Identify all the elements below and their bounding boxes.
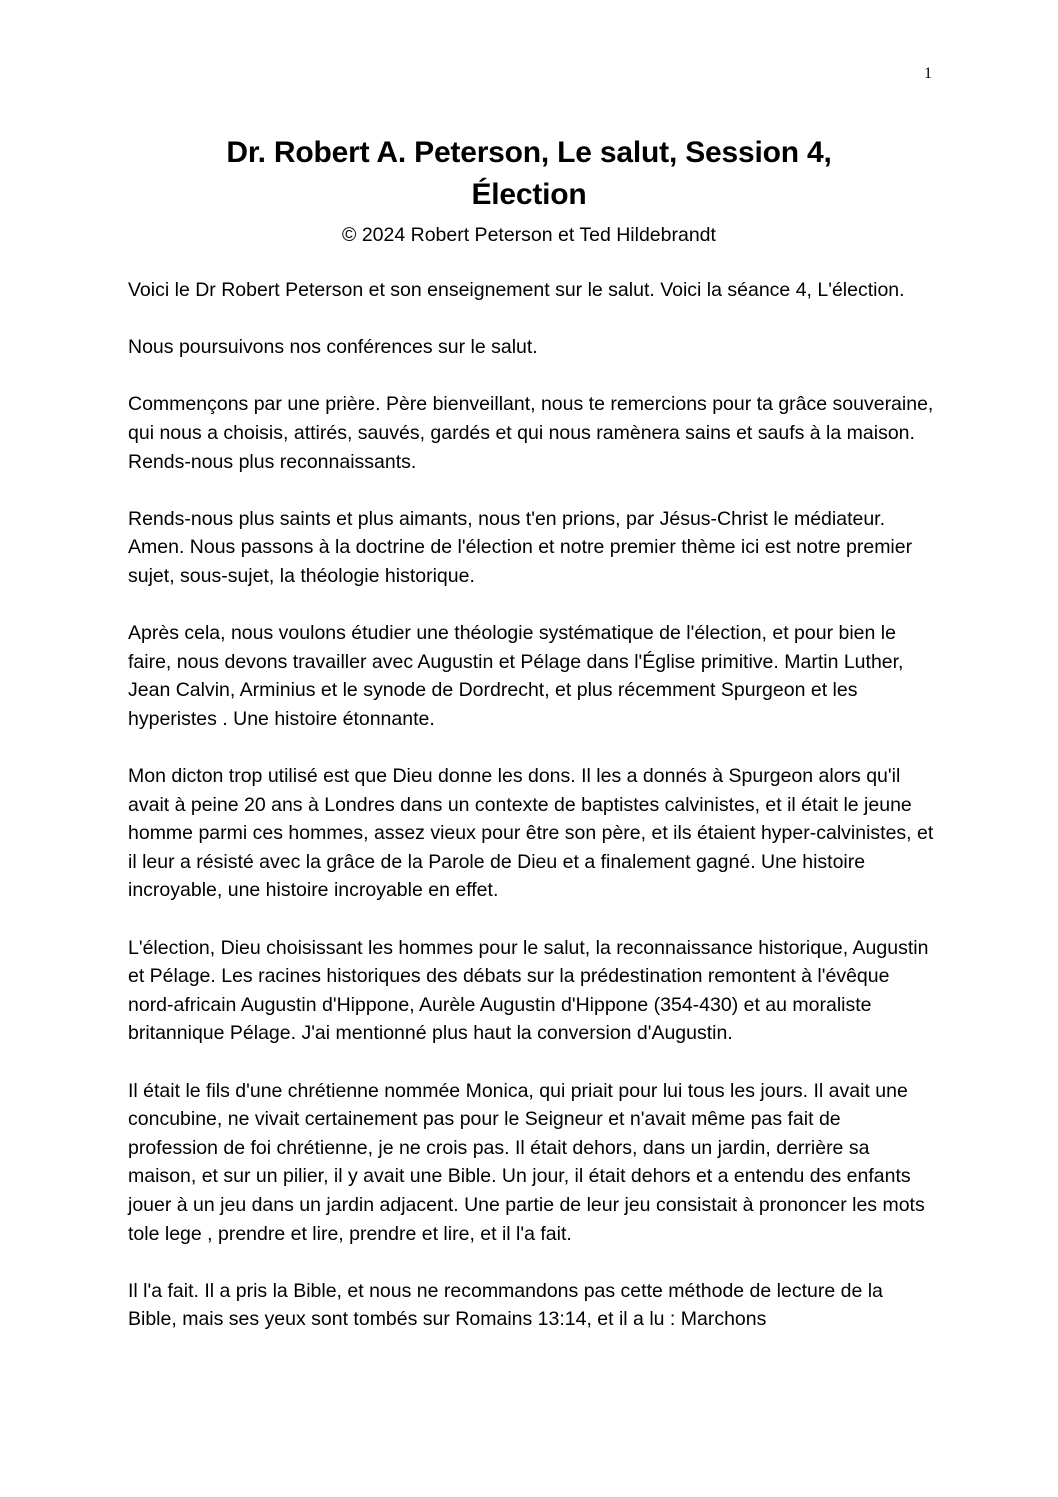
paragraph-spurgeon: Mon dicton trop utilisé est que Dieu donne les dons. Il les a donnés à Spurgeon alors qu'il avait à peine 20 ans à Londres dans un contexte de baptistes calvinistes, et il était le jeune homme parmi ces hommes, assez vieux pour être son père, et ils étaient hyper-calvinistes, et il leur a résisté avec la grâce de la Parole de Dieu et a finalement gagné. Une histoire incroyable, une histoire incroyable en effet.: [128, 765, 934, 902]
paragraph-amen: Rends-nous plus saints et plus aimants, nous t'en prions, par Jésus-Christ le médiateur. Amen. Nous passons à la doctrine de l'élection et notre premier thème ici est notre premier sujet, sous-sujet, la théologie historique.: [128, 507, 913, 587]
paragraph-bible-reading: Il l'a fait. Il a pris la Bible, et nous ne recommandons pas cette méthode de lecture de la Bible, mais ses yeux sont tombés sur Romains 13:14, et il a lu : Marchons: [128, 1279, 883, 1331]
page-number: 1: [924, 65, 932, 82]
document-title-line-2: Élection: [471, 178, 587, 211]
paragraph-augustine-pelagius: L'élection, Dieu choisissant les hommes pour le salut, la reconnaissance historique, Augustin et Pélage. Les racines historiques des débats sur la prédestination remontent à l'évêque nord-africain Augustin d'Hippone, Aurèle Augustin d'Hippone (354-430) et au moraliste britannique Pélage. J'ai mentionné plus haut la conversion d'Augustin.: [128, 936, 929, 1045]
paragraph-overview: Après cela, nous voulons étudier une théologie systématique de l'élection, et pour bien le faire, nous devons travailler avec Augustin et Pélage dans l'Église primitive. Martin Luther, Jean Calvin, Arminius et le synode de Dordrecht, et plus récemment Spurgeon et les hyperistes . Une histoire étonnante.: [128, 622, 904, 730]
paragraph-intro: Voici le Dr Robert Peterson et son enseignement sur le salut. Voici la séance 4, L'élection.: [128, 279, 905, 301]
paragraph-continuation: Nous poursuivons nos conférences sur le salut.: [128, 336, 538, 359]
document-title: [128, 132, 930, 216]
paragraph-prayer: Commençons par une prière. Père bienveillant, nous te remercions pour ta grâce souveraine, qui nous a choisis, attirés, sauvés, gardés et qui nous ramènera sains et saufs à la maison. Rends-nous plus reconnaissants.: [128, 393, 934, 473]
copyright-line: © 2024 Robert Peterson et Ted Hildebrandt: [342, 224, 716, 246]
paragraph-augustine-conversion: Il était le fils d'une chrétienne nommée Monica, qui priait pour lui tous les jours. Il avait une concubine, ne vivait certainement pas pour le Seigneur et n'avait même pas fait de profession de foi chrétienne, je ne crois pas. Il était dehors, dans un jardin, derrière sa maison, et sur un pilier, il y avait une Bible. Un jour, il était dehors et a entendu des enfants jouer à un jeu dans un jardin adjacent. Une partie de leur jeu consistait à prononcer les mots tole lege , prendre et lire, prendre et lire, et il l'a fait.: [128, 1079, 925, 1245]
transcript-body: [128, 276, 934, 1363]
document-title-line-1: Dr. Robert A. Peterson, Le salut, Session 4,: [226, 136, 832, 169]
